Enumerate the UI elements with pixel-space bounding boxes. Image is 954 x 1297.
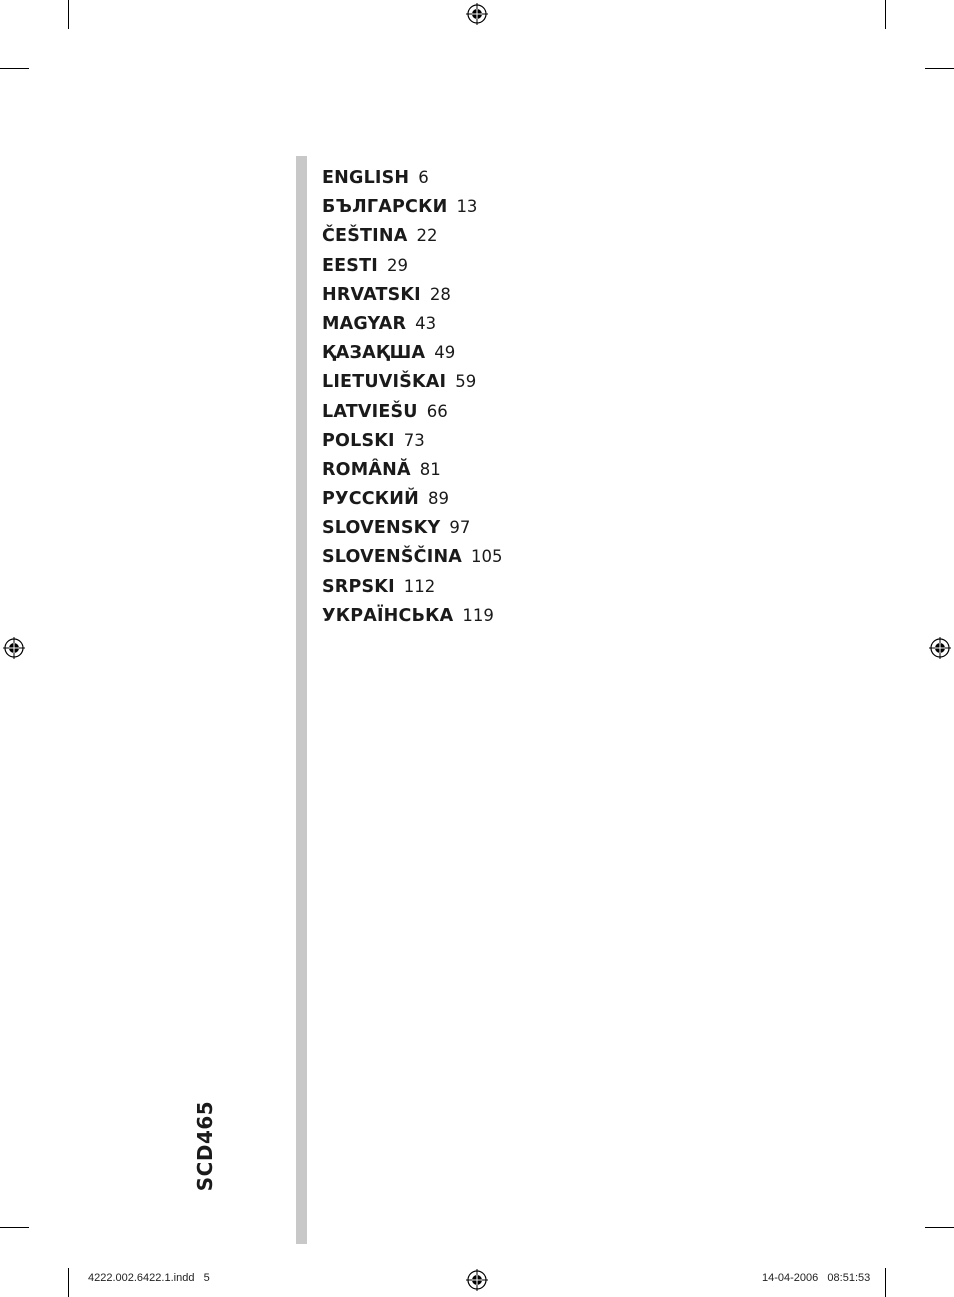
language-entry-ukrainian[interactable]	[322, 604, 503, 633]
vertical-divider-bar	[296, 156, 307, 1244]
page-number: 105	[471, 547, 503, 567]
crop-mark-right-bottom	[925, 1227, 954, 1228]
language-entry-kazakh[interactable]	[322, 341, 503, 370]
language-name: УКРАЇНСЬКА	[322, 605, 454, 626]
page-number: 112	[403, 576, 436, 596]
language-index	[322, 166, 503, 633]
language-name: РУССКИЙ	[322, 489, 420, 510]
language-name: SLOVENŠČINA	[322, 547, 463, 568]
language-name: ČEŠTINA	[322, 226, 408, 247]
registration-mark-icon	[466, 1269, 488, 1291]
language-entry-latvian[interactable]	[322, 400, 503, 429]
page-number: 66	[426, 401, 448, 421]
language-name: LIETUVIŠKAI	[322, 372, 447, 393]
language-entry-estonian[interactable]	[322, 254, 503, 283]
crop-mark-top-left	[68, 0, 69, 29]
language-entry-english[interactable]	[322, 166, 503, 195]
crop-mark-left-top	[0, 68, 29, 69]
language-entry-polish[interactable]	[322, 429, 503, 458]
language-entry-czech[interactable]	[322, 224, 503, 253]
language-name: HRVATSKI	[322, 284, 421, 305]
language-name: LATVIEŠU	[322, 401, 418, 422]
page-number: 43	[415, 313, 437, 333]
language-entry-hungarian[interactable]	[322, 312, 503, 341]
page-number: 28	[429, 284, 451, 304]
page-number: 13	[456, 197, 478, 217]
footer-timestamp: 14-04-2006 08:51:53	[762, 1272, 871, 1284]
crop-mark-bottom-left	[68, 1268, 69, 1297]
page-number: 81	[419, 459, 441, 479]
language-entry-serbian[interactable]	[322, 575, 503, 604]
language-name: БЪЛГАРСКИ	[322, 197, 448, 218]
language-entry-slovenian[interactable]	[322, 545, 503, 574]
page-number: 22	[416, 226, 438, 246]
page-number: 89	[428, 489, 450, 509]
page-number: 97	[449, 518, 471, 538]
language-entry-bulgarian[interactable]	[322, 195, 503, 224]
language-entry-croatian[interactable]	[322, 283, 503, 312]
language-name: ҚАЗАҚША	[322, 343, 426, 364]
page-number: 6	[418, 168, 429, 187]
crop-mark-right-top	[925, 68, 954, 69]
language-entry-lithuanian[interactable]	[322, 370, 503, 399]
language-name: SRPSKI	[322, 576, 395, 597]
model-number-container	[190, 1102, 220, 1190]
registration-mark-icon	[466, 3, 488, 25]
page-number: 49	[434, 343, 456, 363]
page-number: 59	[455, 372, 477, 392]
language-name: ROMÂNĂ	[322, 459, 411, 480]
language-name: MAGYAR	[322, 313, 407, 334]
page-number: 73	[403, 430, 425, 450]
language-name: POLSKI	[322, 430, 395, 451]
footer-file-info: 4222.002.6422.1.indd 5	[88, 1272, 210, 1284]
language-name: ENGLISH	[322, 168, 410, 188]
crop-mark-top-right	[885, 0, 886, 29]
page-number: 29	[386, 255, 408, 275]
crop-mark-bottom-right	[885, 1268, 886, 1297]
crop-mark-left-bottom	[0, 1227, 29, 1228]
language-name: SLOVENSKY	[322, 518, 441, 539]
language-entry-russian[interactable]	[322, 487, 503, 516]
registration-mark-icon	[929, 637, 951, 659]
model-number: SCD465	[193, 1100, 217, 1192]
registration-mark-icon	[3, 637, 25, 659]
page-number: 119	[462, 605, 494, 625]
language-entry-slovak[interactable]	[322, 516, 503, 545]
language-entry-romanian[interactable]	[322, 458, 503, 487]
language-name: EESTI	[322, 255, 378, 276]
